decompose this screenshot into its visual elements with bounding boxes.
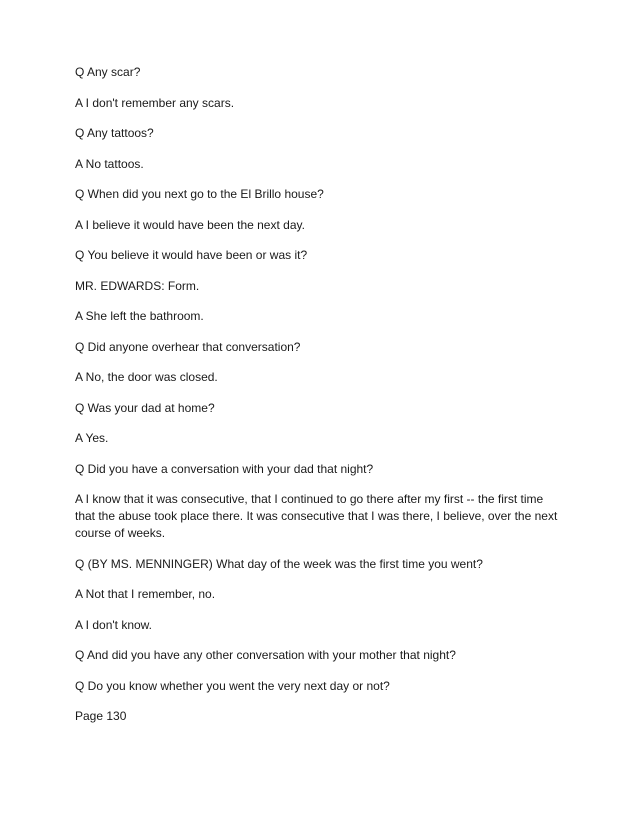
- transcript-line: MR. EDWARDS: Form.: [75, 278, 200, 293]
- transcript-line: Q Did you have a conversation with your dad that night?: [75, 461, 374, 476]
- transcript-line: Q Do you know whether you went the very next day or not?: [75, 678, 390, 693]
- transcript-line: Q When did you next go to the El Brillo house?: [75, 187, 324, 201]
- transcript-line: A She left the bathroom.: [75, 309, 204, 323]
- transcript-line: Q And did you have any other conversation with your mother that night?: [75, 648, 456, 662]
- transcript-line: Q Was your dad at home?: [75, 400, 215, 415]
- transcript-line: Q Any scar?: [75, 65, 141, 79]
- transcript-line: A I know that it was consecutive, that I continued to go there after my first -- the first time that the abuse took place there. It was consecutive that I was there, I believe, over the next course of weeks.: [75, 492, 558, 540]
- transcript-line: A Not that I remember, no.: [75, 587, 216, 601]
- transcript-line: Q Did anyone overhear that conversation?: [75, 339, 301, 354]
- page-number: Page 130: [75, 709, 127, 723]
- transcript-line: A I don't remember any scars.: [75, 95, 235, 110]
- transcript-line: A I believe it would have been the next day.: [75, 217, 305, 232]
- transcript-line: A I don't know.: [75, 617, 153, 632]
- transcript-line: Q You believe it would have been or was it?: [75, 248, 308, 262]
- transcript-line: A Yes.: [75, 431, 109, 445]
- transcript-page: [75, 64, 565, 725]
- transcript-line: Q (BY MS. MENNINGER) What day of the week was the first time you went?: [75, 556, 483, 571]
- transcript-line: Q Any tattoos?: [75, 126, 154, 140]
- transcript-line: A No, the door was closed.: [75, 370, 218, 384]
- transcript-line: A No tattoos.: [75, 156, 144, 171]
